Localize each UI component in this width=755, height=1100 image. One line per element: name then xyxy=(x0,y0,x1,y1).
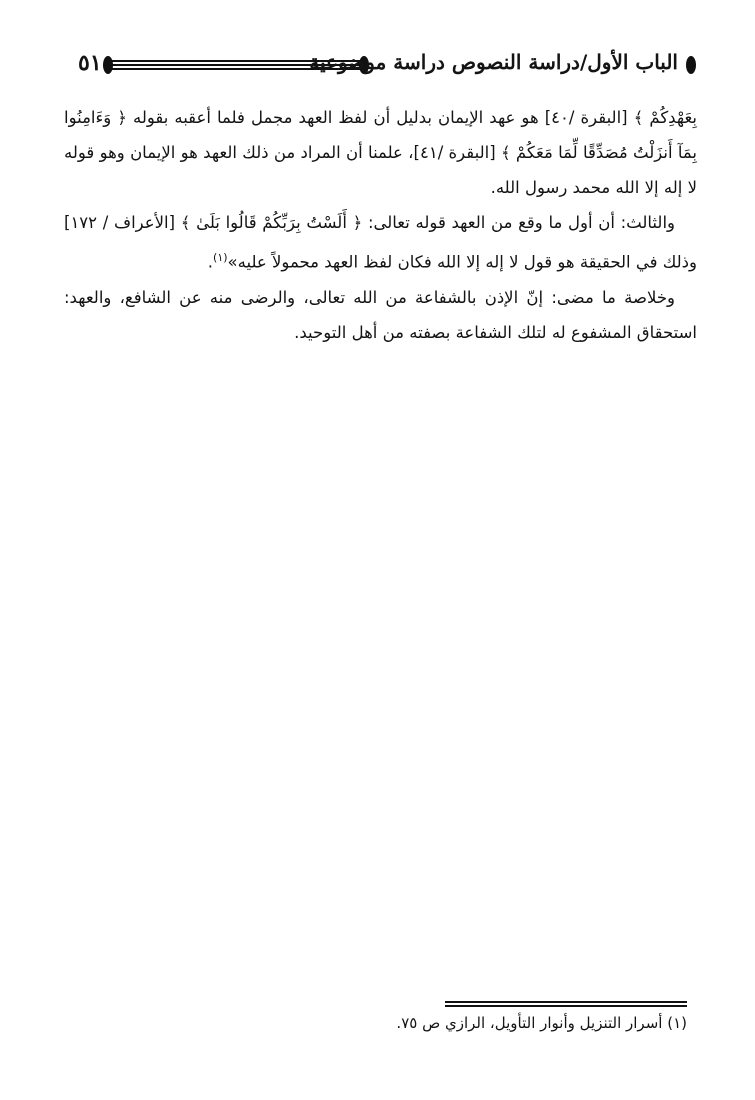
footnote: (١) أسرار التنزيل وأنوار التأويل، الرازي ص ٧٥. xyxy=(396,1014,687,1032)
footnote-separator xyxy=(445,1001,687,1006)
page-number: ٥١ xyxy=(78,50,102,76)
paragraph-end: . xyxy=(207,252,214,272)
footnote-reference: (١) xyxy=(213,251,228,264)
main-text xyxy=(64,100,697,350)
paragraph: وخلاصة ما مضى: إنّ الإذن بالشفاعة من الله تعالى، والرضى منه عن الشافع، والعهد: استحقاق المشفوع له لتلك الشفاعة بصفته من أهل التوحيد. xyxy=(64,287,697,342)
paragraph-text: والثالث: أن أول ما وقع من العهد قوله تعالى: ﴿ أَلَسْتُ بِرَبِّكُمْ قَالُوا بَلَىٰ ﴾ [الأعراف / ١٧٢] وذلك في الحقيقة هو قول لا إله إلا الله فكان لفظ العهد محمولاً عليه» xyxy=(64,213,697,272)
page-header xyxy=(60,48,700,84)
running-title: الباب الأول/دراسة النصوص دراسة موضوعية xyxy=(309,50,678,74)
paragraph: بِعَهْدِكُمْ ﴾ [البقرة /٤٠] هو عهد الإيمان بدليل أن لفظ العهد مجمل فلما أعقبه بقوله ﴿ وَءَامِنُوا بِمَآ أَنزَلْتُ مُصَدِّقًا لِّمَا مَعَكُمْ ﴾ [البقرة /٤١]، علمنا أن المراد من ذلك العهد هو الإيمان وهو قوله لا إله إلا الله محمد رسول الله. xyxy=(64,108,697,197)
header-ornament-end xyxy=(686,56,696,74)
paragraph xyxy=(64,205,697,280)
